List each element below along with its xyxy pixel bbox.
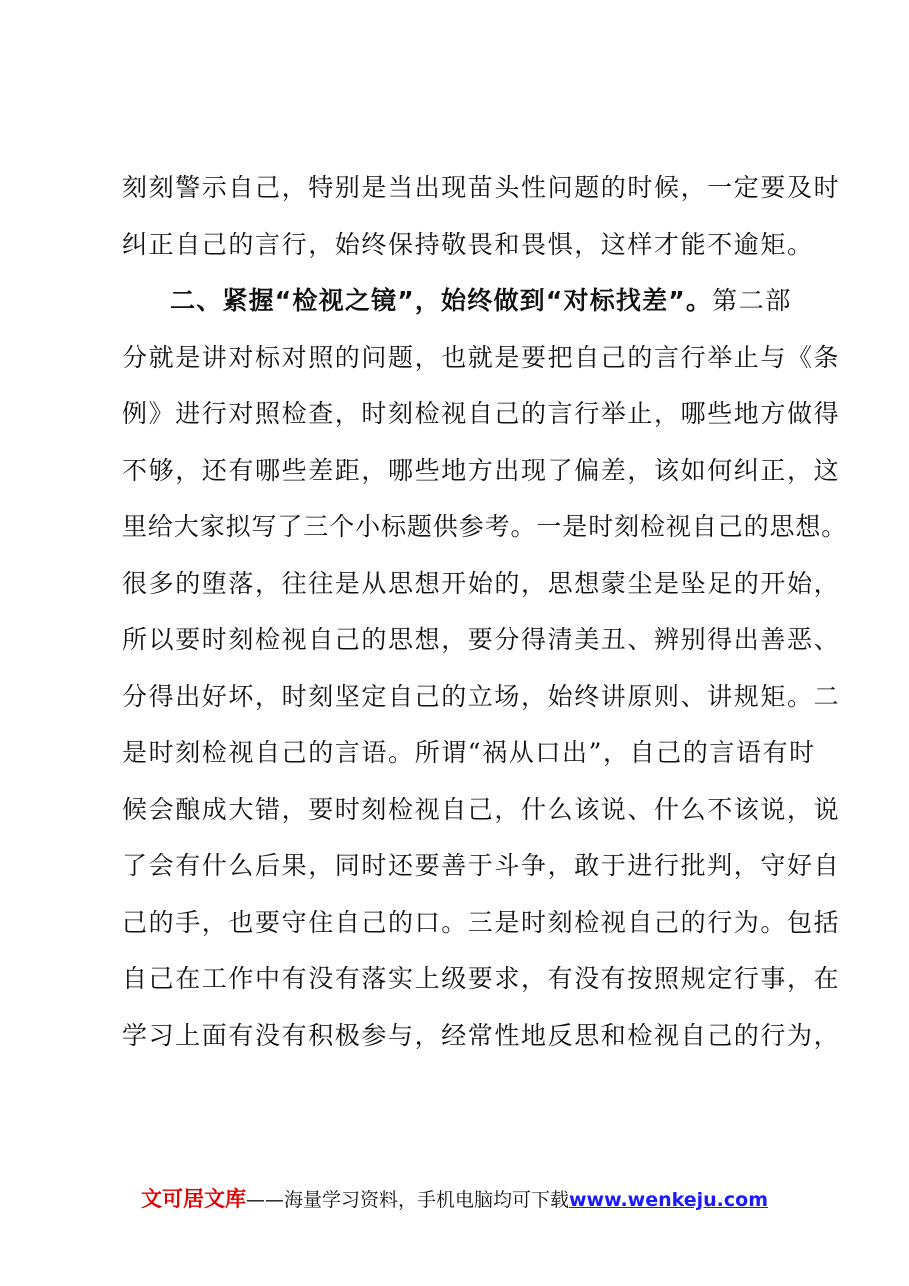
section-heading: 二、紧握“检视之镜”，始终做到“对标找差”。 bbox=[170, 286, 713, 315]
text-line-8: 所以要时刻检视自己的思想，要分得清美丑、辨别得出善恶、 bbox=[122, 625, 841, 654]
text-line-2: 纠正自己的言行，始终保持敬畏和畏惧，这样才能不逾矩。 bbox=[122, 229, 814, 259]
footer-tagline: ——海量学习资料，手机电脑均可下载 bbox=[245, 1189, 569, 1211]
text-line-14: 自己在工作中有没有落实上级要求，有没有按照规定行事，在 bbox=[122, 964, 841, 993]
section-heading-continuation: 第二部 bbox=[712, 286, 792, 315]
text-line-9: 分得出好坏，时刻坚定自己的立场，始终讲原则、讲规矩。二 bbox=[122, 681, 841, 711]
text-line-5: 不够，还有哪些差距，哪些地方出现了偏差，该如何纠正，这 bbox=[122, 455, 841, 485]
text-line-11: 候会酿成大错，要时刻检视自己，什么该说、什么不该说，说 bbox=[122, 794, 841, 824]
text-line-15: 学习上面有没有积极参与，经常性地反思和检视自己的行为， bbox=[122, 1020, 841, 1050]
footer-banner bbox=[0, 1183, 909, 1213]
text-line-4: 例》进行对照检查，时刻检视自己的言行举止，哪些地方做得 bbox=[122, 399, 841, 428]
text-line-13: 己的手，也要守住自己的口。三是时刻检视自己的行为。包括 bbox=[122, 907, 841, 937]
text-line-10: 是时刻检视自己的言语。所谓“祸从口出”，自己的言语有时 bbox=[122, 738, 816, 767]
text-line-3: 分就是讲对标对照的问题，也就是要把自己的言行举止与《条 bbox=[122, 342, 841, 372]
text-line-6: 里给大家拟写了三个小标题供参考。一是时刻检视自己的思想。 bbox=[122, 512, 848, 541]
text-line-12: 了会有什么后果，同时还要善于斗争，敢于进行批判，守好自 bbox=[122, 851, 841, 880]
section-heading-line bbox=[122, 273, 812, 330]
document-body bbox=[122, 160, 848, 1064]
brand-name: 文可居文库 bbox=[140, 1187, 246, 1211]
text-line-1: 刻刻警示自己，特别是当出现苗头性问题的时候，一定要及时 bbox=[122, 173, 841, 202]
text-line-7: 很多的堕落，往往是从思想开始的，思想蒙尘是坠足的开始， bbox=[122, 568, 841, 598]
website-link[interactable]: www.wenkeju.com bbox=[569, 1189, 769, 1211]
